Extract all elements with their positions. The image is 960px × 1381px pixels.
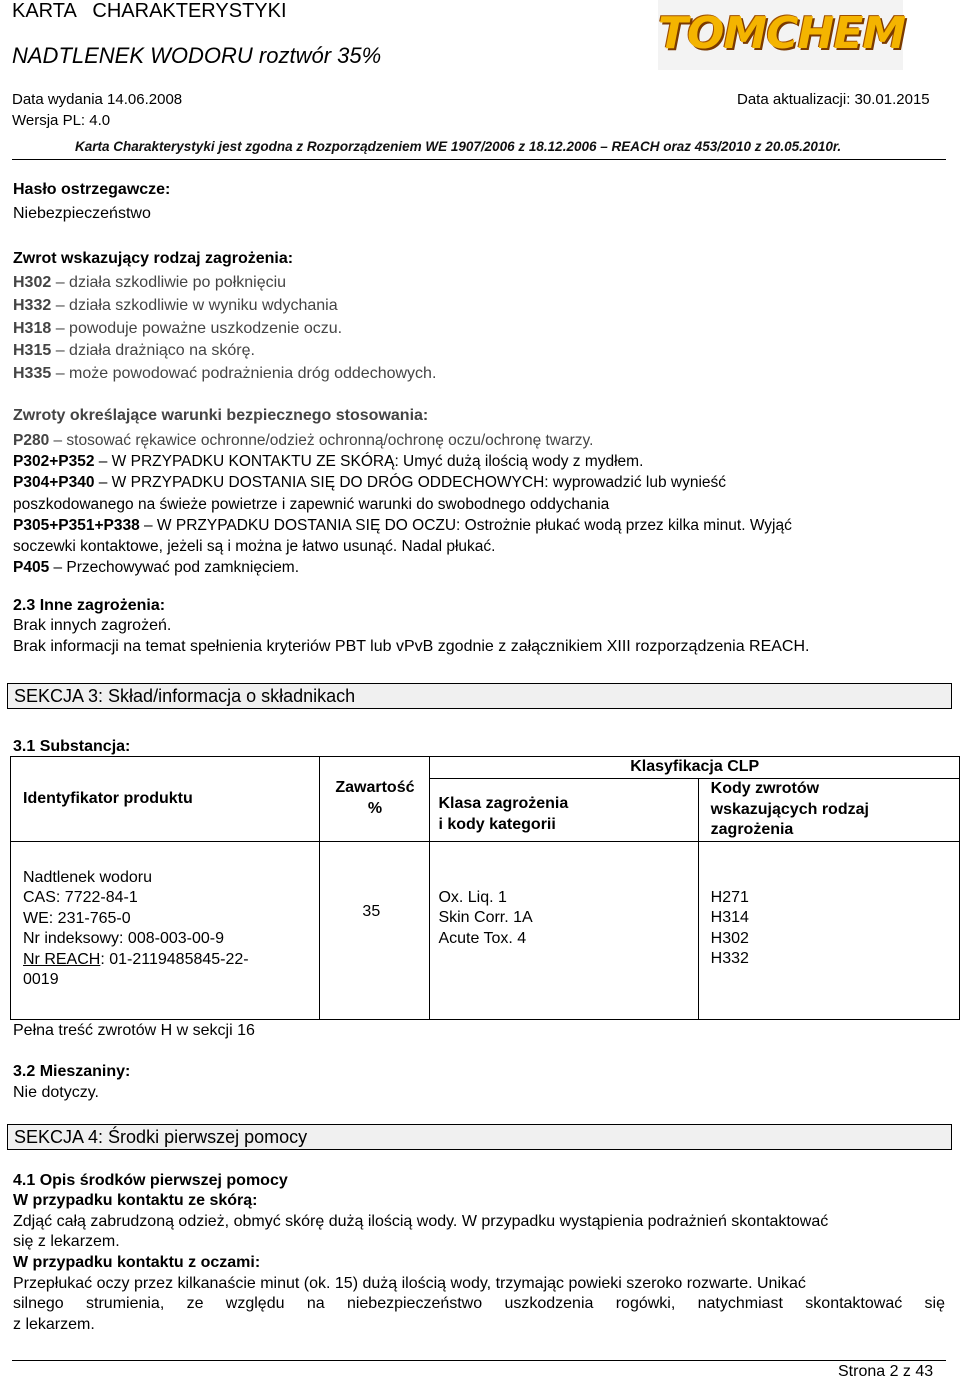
eye-contact-text: z lekarzem. <box>13 1316 95 1333</box>
eye-contact-text: silnego strumienia, ze względu na niebezpieczeństwo uszkodzenia rogówki, natychmiast skontaktować się <box>13 1295 945 1312</box>
reach-link[interactable]: Nr REACH <box>23 950 101 968</box>
hazard-list <box>13 272 436 386</box>
hazard-codes-cell: H271 H314 H302 H332 <box>698 841 959 1019</box>
precaution-heading: Zwroty określające warunki bezpiecznego stosowania: <box>13 407 429 424</box>
table-footnote: Pełna treść zwrotów H w sekcji 16 <box>13 1022 255 1039</box>
substance-table <box>10 756 960 1020</box>
hazard-heading: Zwrot wskazujący rodzaj zagrożenia: <box>13 250 294 267</box>
product-title: NADTLENEK WODORU roztwór 35% <box>12 43 382 68</box>
precaution-line: P405 – Przechowywać pod zamknięciem. <box>13 559 300 577</box>
other-hazards-heading: 2.3 Inne zagrożenia: <box>13 597 166 614</box>
hazard-item: H315 – działa drażniąco na skórę. <box>13 342 255 360</box>
skin-contact-text: się z lekarzem. <box>13 1233 120 1250</box>
precaution-line: P305+P351+P338 – W PRZYPADKU DOSTANIA SIĘ DO OCZU: Ostrożnie płukać wodą przez kilka minut. Wyjąć <box>13 516 792 534</box>
precaution-line: P304+P340 – W PRZYPADKU DOSTANIA SIĘ DO DRÓG ODDECHOWYCH: wyprowadzić lub wynieść <box>13 474 727 492</box>
regulation-note: Karta Charakterystyki jest zgodna z Rozporządzeniem WE 1907/2006 z 18.12.2006 – REACH oraz 453/2010 z 20.05.2010r. <box>75 139 842 154</box>
section-4-header: SEKCJA 4: Środki pierwszej pomocy <box>7 1124 952 1150</box>
mixture-heading: 3.2 Mieszaniny: <box>13 1063 131 1080</box>
issue-date: Data wydania 14.06.2008 <box>12 91 183 108</box>
hazard-item: H302 – działa szkodliwie po połknięciu <box>13 274 287 291</box>
company-logo <box>658 0 906 70</box>
section-3-header: SEKCJA 3: Skład/informacja o składnikach <box>7 683 952 709</box>
hazard-class-cell: Ox. Liq. 1 Skin Corr. 1A Acute Tox. 4 <box>430 841 698 1019</box>
mixture-value: Nie dotyczy. <box>13 1084 99 1101</box>
header-hazard-class: Klasa zagrożenia i kody kategorii <box>430 779 698 842</box>
precaution-line: poszkodowanego na świeże powietrze i zapewnić warunki do swobodnego oddychania <box>13 495 610 513</box>
skin-contact-heading: W przypadku kontaktu ze skórą: <box>13 1192 258 1209</box>
identifier-cell: Nadtlenek wodoru CAS: 7722-84-1 WE: 231-765-0 Nr indeksowy: 008-003-00-9 Nr REACH: 01-2119485845-22- 0019 <box>11 841 320 1019</box>
footer-divider <box>12 1360 946 1361</box>
version: Wersja PL: 4.0 <box>12 112 111 129</box>
header-divider <box>12 159 946 160</box>
doc-type-title: KARTA CHARAKTERYSTYKI <box>12 0 287 22</box>
logo-text: TOMCHEM <box>658 8 906 59</box>
first-aid-heading: 4.1 Opis środków pierwszej pomocy <box>13 1172 288 1189</box>
precaution-line: P302+P352 – W PRZYPADKU KONTAKTU ZE SKÓRĄ: Umyć dużą ilością wody z mydłem. <box>13 453 644 471</box>
precaution-line: soczewki kontaktowe, jeżeli są i można je łatwo usunąć. Nadal płukać. <box>13 538 496 556</box>
header-hazard-codes: Kody zwrotów wskazujących rodzaj zagrożenia <box>698 779 959 842</box>
eye-contact-text: Przepłukać oczy przez kilkanaście minut (ok. 15) dużą ilością wody, trzymając powieki szeroko rozwarte. Unikać <box>13 1275 806 1292</box>
hazard-item: H318 – powoduje poważne uszkodzenie oczu. <box>13 319 343 337</box>
other-hazards-line: Brak informacji na temat spełnienia kryteriów PBT lub vPvB zgodnie z załącznikiem XIII rozporządzenia REACH. <box>13 638 810 655</box>
other-hazards-line: Brak innych zagrożeń. <box>13 617 172 634</box>
precaution-line: P280 – stosować rękawice ochronne/odzież ochronną/ochronę oczu/ochronę twarzy. <box>13 432 594 449</box>
page-number: Strona 2 z 43 <box>838 1363 934 1380</box>
header-identifier: Identyfikator produktu <box>11 757 320 842</box>
hazard-item: H332 – działa szkodliwie w wyniku wdychania <box>13 296 338 314</box>
substance-heading: 3.1 Substancja: <box>13 738 131 755</box>
hazard-item: H335 – może powodować podrażnienia dróg oddechowych. <box>13 365 437 383</box>
header-clp: Klasyfikacja CLP <box>430 757 960 779</box>
content-cell: 35 <box>320 841 430 1019</box>
update-date: Data aktualizacji: 30.01.2015 <box>737 91 930 108</box>
precaution-list <box>13 430 792 578</box>
signal-value: Niebezpieczeństwo <box>13 205 151 222</box>
signal-heading: Hasło ostrzegawcze: <box>13 181 171 198</box>
header-content: Zawartość % <box>320 757 430 842</box>
eye-contact-heading: W przypadku kontaktu z oczami: <box>13 1254 261 1271</box>
skin-contact-text: Zdjąć całą zabrudzoną odzież, obmyć skórę dużą ilością wody. W przypadku wystąpienia podrażnień skontaktować <box>13 1213 829 1230</box>
